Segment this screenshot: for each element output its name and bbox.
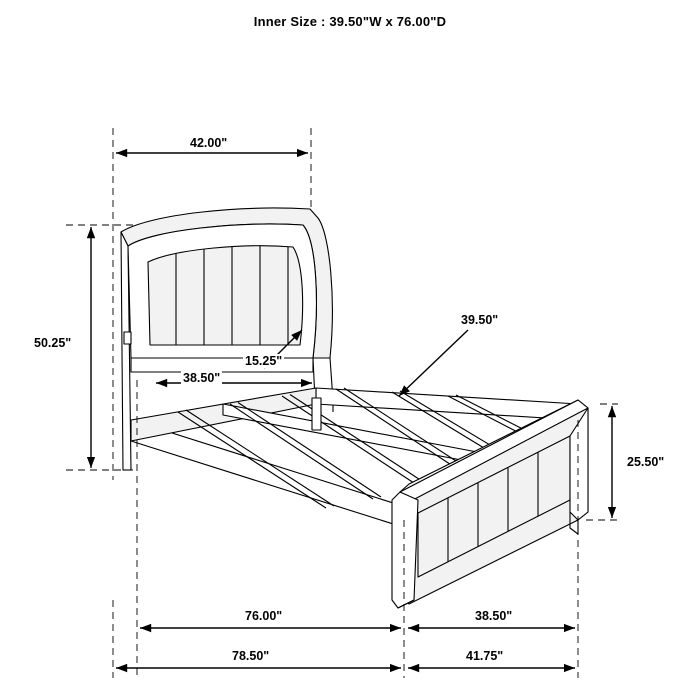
dimension-label-overall-height: 50.25" bbox=[34, 336, 72, 350]
dimension-label-footboard-width: 38.50" bbox=[475, 609, 513, 623]
dimension-label-inner-depth: 76.00" bbox=[245, 609, 283, 623]
dimension-label-overall-width: 41.75" bbox=[466, 649, 504, 663]
dimension-label-overall-depth: 78.50" bbox=[232, 649, 270, 663]
leader-line-inner-width bbox=[399, 330, 468, 396]
dimension-label-headboard-width: 42.00" bbox=[190, 136, 228, 150]
dimension-label-inner-width: 39.50" bbox=[461, 313, 499, 327]
page-title: Inner Size : 39.50"W x 76.00"D bbox=[253, 14, 447, 29]
dimension-label-panel-height: 15.25" bbox=[245, 354, 283, 368]
bed-outline bbox=[121, 208, 588, 608]
dimension-label-headboard-panel: 38.50" bbox=[183, 371, 221, 385]
dimension-label-footboard-height: 25.50" bbox=[627, 455, 665, 469]
